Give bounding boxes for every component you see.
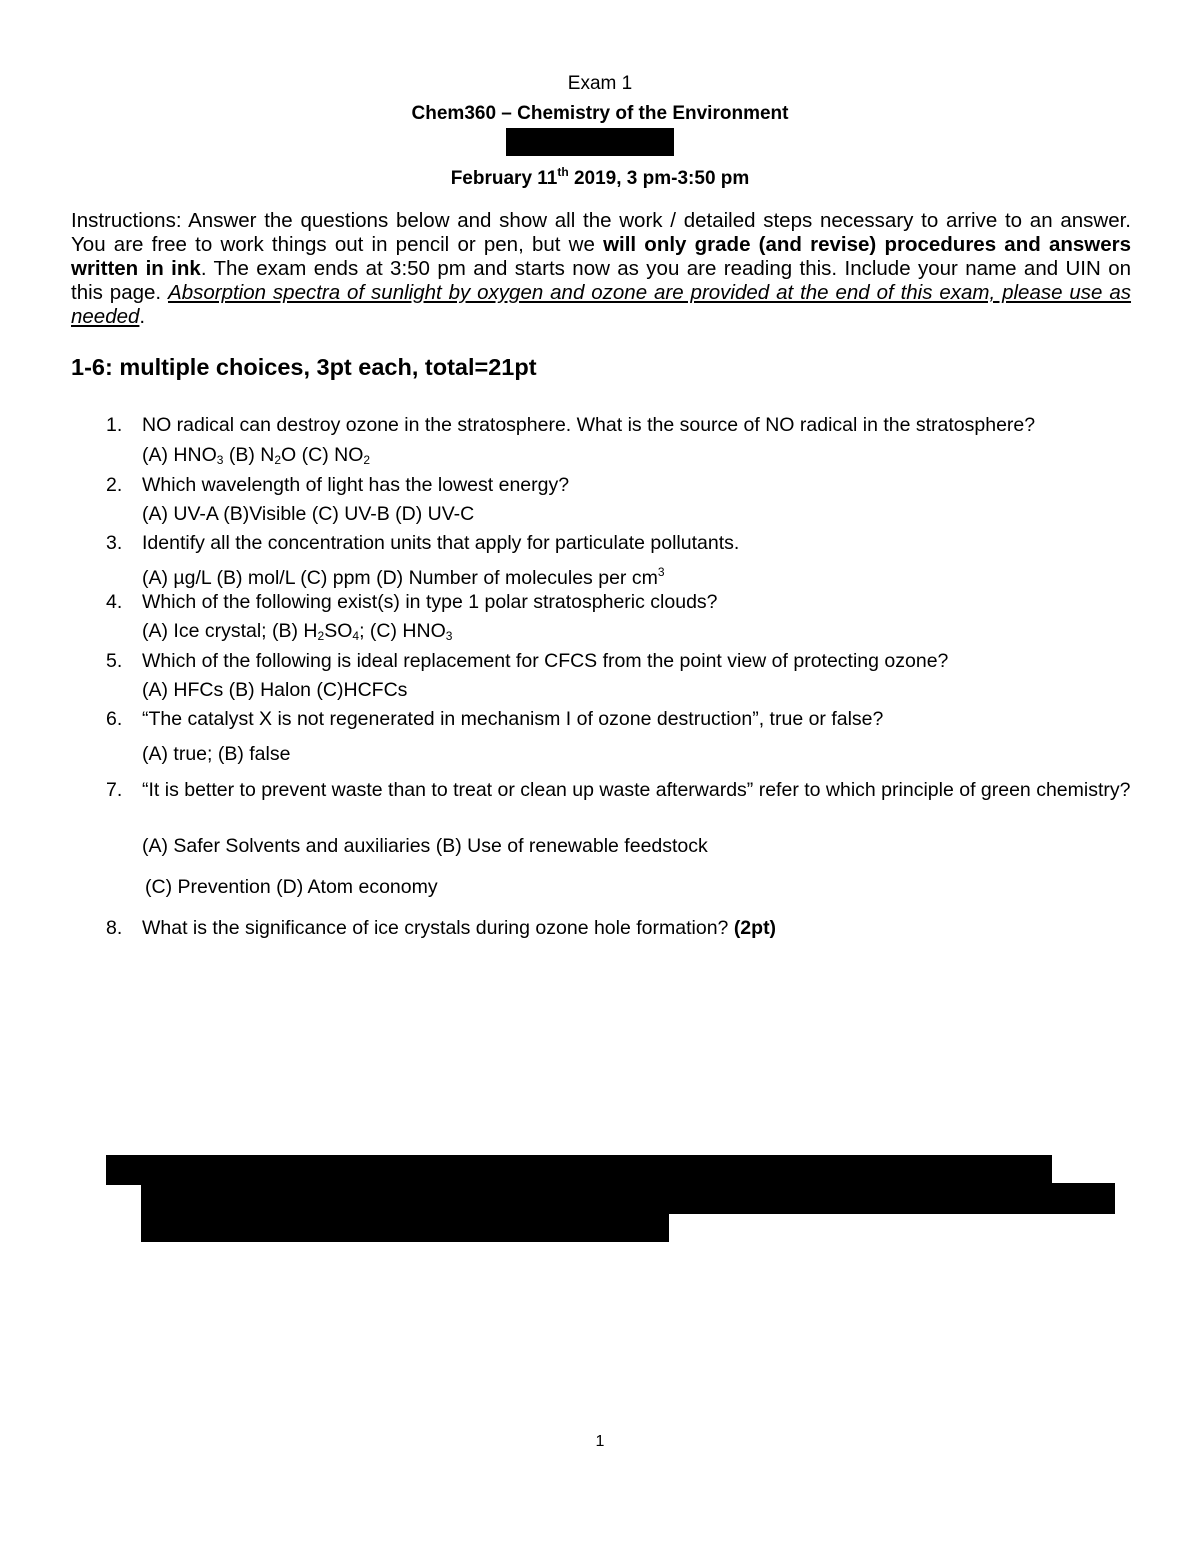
question-2-options: (A) UV-A (B)Visible (C) UV-B (D) UV-C (142, 503, 475, 525)
question-5-options: (A) HFCs (B) Halon (C)HCFCs (142, 679, 408, 701)
exam-date: February 11th 2019, 3 pm-3:50 pm (450, 165, 750, 189)
spectra-note: Absorption spectra of sunlight by oxygen and ozone are provided at the end of this exam, please use as needed (71, 281, 1132, 328)
redacted-instructor (506, 128, 674, 156)
question-6-options: (A) true; (B) false (142, 743, 291, 765)
question-7-options: (A) Safer Solvents and auxiliaries (B) Use of renewable feedstock (142, 835, 708, 857)
section-title: 1-6: multiple choices, 3pt each, total=21pt (71, 354, 537, 380)
question-4-options: (A) Ice crystal; (B) $H_2SO_4$; (C) $HNO_3$ (142, 620, 453, 643)
question-7-options-2: (C) Prevention (D) Atom economy (145, 876, 438, 898)
course-title: Chem360 – Chemistry of the Environment (411, 103, 789, 124)
exam-title: Exam 1 (567, 73, 633, 94)
question-3-options: (A) µg/L (B) mol/L (C) ppm (D) Number of molecules per $cm^3$ (142, 565, 665, 589)
question-1-options: (A) $HNO_3$ (B) $N_2O$ (C) $NO_2$ (142, 444, 371, 467)
redacted-block-line-3 (141, 1212, 669, 1242)
redacted-block-line-2 (141, 1183, 1115, 1214)
exam-page: Exam 1 Chem360 – Chemistry of the Environment February 11th 2019, 3 pm-3:50 pm Instructions: Answer the questions below and show all the work / detailed steps necessary to arrive to an answer. You are free to work things out in pencil or pen, but we will only grade (and revise) procedures and answers written in ink. The exam ends at 3:50 pm and starts now as you are reading this. Include your name and UIN on this page. Absorption spectra of sunlight by oxygen and ozone are provided at the end of this exam, please use as needed. 1-6: multiple choices, 3pt each, total=21pt 1. NO radical can destroy ozone in the stratosphere. What is the source of NO radical in the stratosphere? (A) $HNO_3$ (B) $N_2O$ (C) $NO_2$ 2. Which wavelength of light has the lowest energy? (A) UV-A (B)Visible (C) UV-B (D) UV-C 3. Identify all the concentration units that apply for particulate pollutants. (A) µg/L (B) mol/L (C) ppm (D) Number of molecules per $cm^3$ 4. Which of the following exist(s) in type 1 polar stratospheric clouds? (A) Ice crystal; (B) $H_2SO_4$; (C) $HNO_3$ 5. Which of the following is ideal replacement for CFCS from the point view of protecting ozone? (A) HFCs (B) Halon (C)HCFCs 6. “The catalyst X is not regenerated in mechanism I of ozone destruction”, true or false? (A) true; (B) false 7. “It is better to prevent waste than to treat or clean up waste afterwards” refer to which principle of green chemistry? (A) Safer Solvents and auxiliaries (B) Use of renewable feedstock (C) Prevention (D) Atom economy 8. What is the significance of ice crystals during ozone hole formation? (2pt) 1 (0, 0, 1200, 1553)
instructions: Instructions: Answer the questions below and show all the work / detailed steps necessary to arrive to an answer. You are free to work things out in pencil or pen, but we will only grade (and revise) procedures and answers written in ink. The exam ends at 3:50 pm and starts now as you are reading this. Include your name and UIN on this page. Absorption spectra of sunlight by oxygen and ozone are provided at the end of this exam, please use as needed. (71, 209, 1132, 328)
redacted-block-line-1 (106, 1155, 1052, 1185)
page-number: 1 (595, 1433, 605, 1450)
